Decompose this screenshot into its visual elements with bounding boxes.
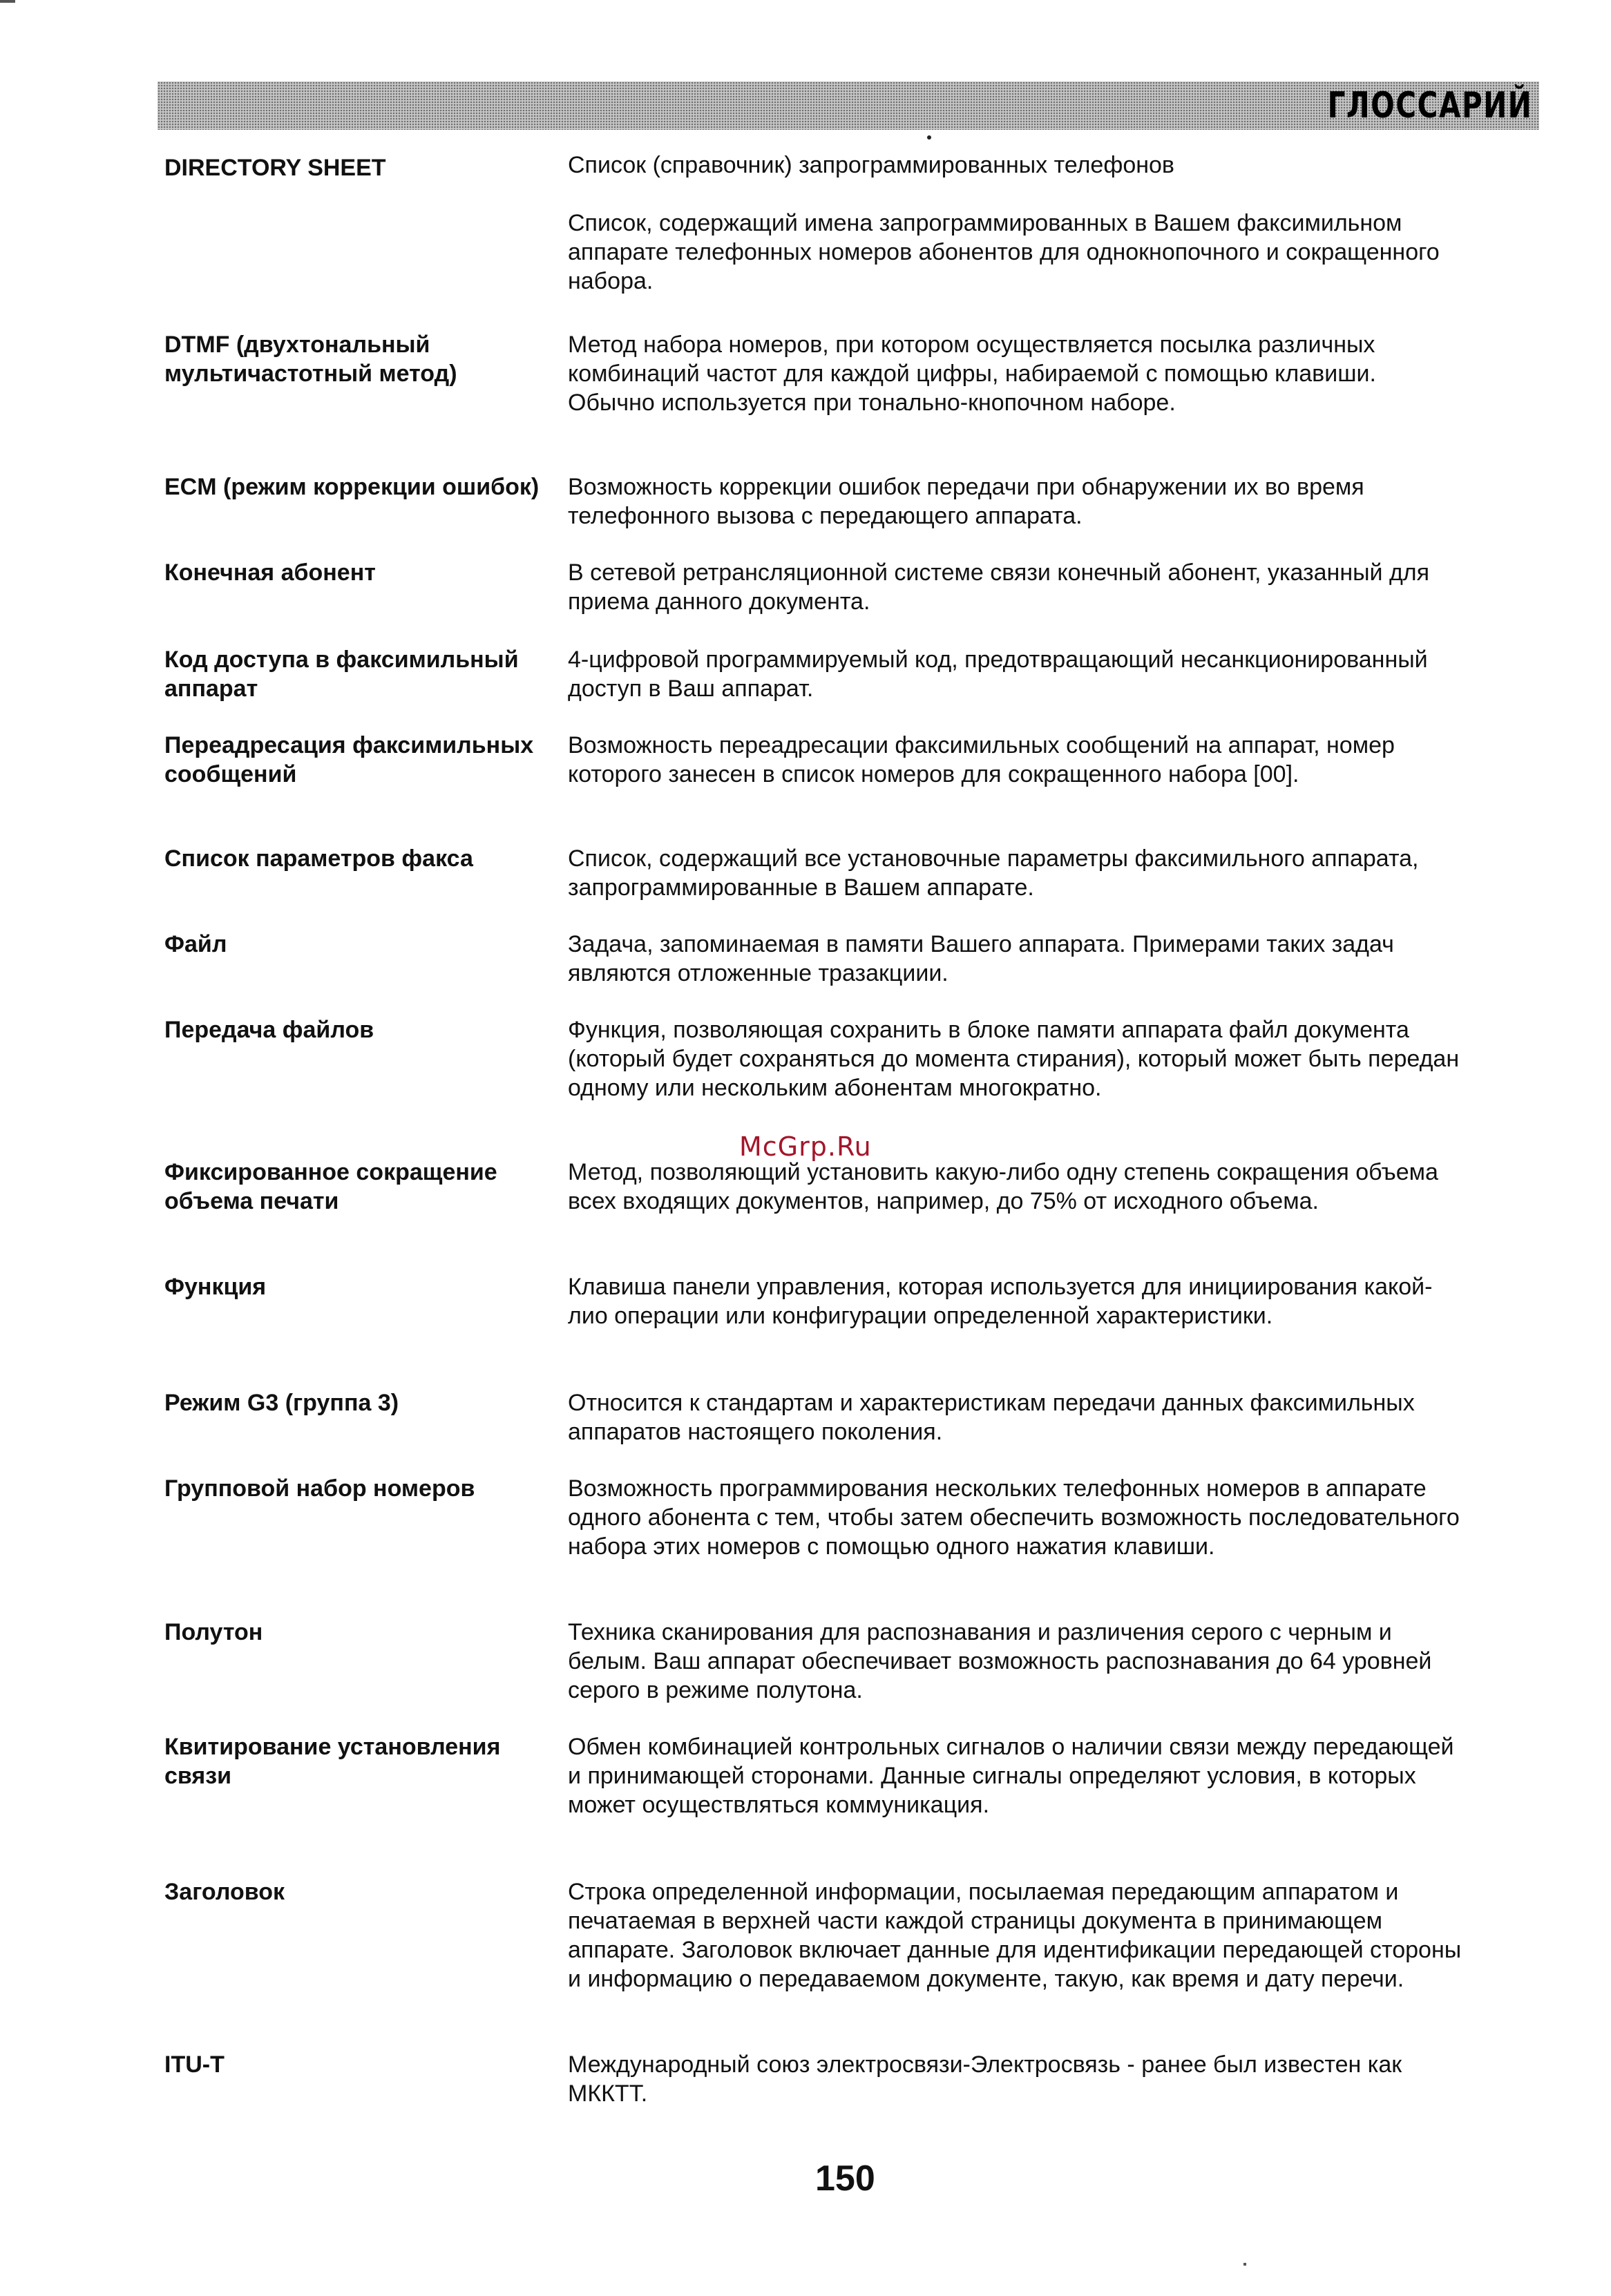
watermark: McGrp.Ru: [739, 1131, 872, 1162]
glossary-definition: В сетевой ретрансляционной системе связи конечный абонент, указанный для приема данного документа.: [568, 559, 1430, 615]
glossary-term: Код доступа в факсимильный аппарат: [164, 647, 519, 702]
glossary-term: DIRECTORY SHEET: [164, 155, 386, 181]
glossary-term: Список параметров факса: [164, 845, 473, 872]
glossary-term: DTMF (двухтональный мультичастотный метод): [164, 332, 457, 387]
glossary-definition: Клавиша панели управления, которая используется для инициирования какой-лио операции или конфигурации определенной характеристики.: [568, 1274, 1433, 1329]
glossary-term: Режим G3 (группа 3): [164, 1390, 399, 1416]
glossary-definition-extra: Список, содержащий имена запрограммированных в Вашем факсимильном аппарате телефонных номеров абонентов для однокнопочного и сокращенного набора.: [568, 210, 1440, 294]
section-title: ГЛОССАРИЙ: [1327, 85, 1532, 126]
glossary-term: ITU-T: [164, 2051, 225, 2078]
glossary-term: ECM (режим коррекции ошибок): [164, 474, 540, 500]
glossary-term: Конечная абонент: [164, 559, 376, 586]
glossary-definition: Задача, запоминаемая в памяти Вашего аппарата. Примерами таких задач являются отложенные тразакциии.: [568, 931, 1394, 986]
glossary-definition: Список (справочник) запрограммированных телефонов: [568, 152, 1174, 178]
scan-speck: [0, 0, 15, 3]
glossary-term: Передача файлов: [164, 1017, 374, 1043]
glossary-definition: Метод, позволяющий установить какую-либо одну степень сокращения объема всех входящих документов, например, до 75% от исходного объема.: [568, 1159, 1438, 1214]
glossary-definition: Возможность программирования нескольких телефонных номеров в аппарате одного абонента с тем, чтобы затем обеспечить возможность последовательного набора этих номеров с помощью одного нажатия клавиши.: [568, 1475, 1460, 1560]
glossary-definition: Функция, позволяющая сохранить в блоке памяти аппарата файл документа (который будет сохраняться до момента стирания), который может быть передан одному или нескольким абонентам многократно.: [568, 1017, 1460, 1101]
glossary-definition: Обмен комбинацией контрольных сигналов о наличии связи между передающей и принимающей сторонами. Данные сигналы определяют условия, в которых может осуществляться коммуникация.: [568, 1734, 1454, 1818]
glossary-term: Переадресация факсимильных сообщений: [164, 732, 534, 787]
glossary-term: Фиксированное сокращение объема печати: [164, 1159, 497, 1214]
glossary-definition: Метод набора номеров, при котором осуществляется посылка различных комбинаций частот для каждой цифры, набираемой с помощью клавиши. Обычно используется при тонально-кнопочном наборе.: [568, 332, 1376, 416]
page-number: 150: [815, 2159, 875, 2199]
glossary-definition: Относится к стандартам и характеристикам передачи данных факсимильных аппаратов настоящего поколения.: [568, 1390, 1415, 1445]
glossary-definition: Международный союз электросвязи-Электросвязь - ранее был известен как МККТТ.: [568, 2051, 1402, 2107]
glossary-definition: Список, содержащий все установочные параметры факсимильного аппарата, запрограммированные в Вашем аппарате.: [568, 845, 1419, 901]
header-dot: [927, 135, 931, 140]
glossary-definition: 4-цифровой программируемый код, предотвращающий несанкционированный доступ в Ваш аппарат.: [568, 647, 1428, 702]
glossary-definition: Строка определенной информации, посылаемая передающим аппаратом и печатаемая в верхней части каждой страницы документа в принимающем аппарате. Заголовок включает данные для идентификации передающей стороны и информацию о передаваемом документе, такую, как время и дату перечи.: [568, 1879, 1462, 1992]
glossary-definition: Возможность коррекции ошибок передачи при обнаружении их во время телефонного вызова с передающего аппарата.: [568, 474, 1364, 529]
glossary-term: Файл: [164, 931, 227, 957]
glossary-term: Квитирование установления связи: [164, 1734, 501, 1789]
glossary-term: Групповой набор номеров: [164, 1475, 475, 1502]
scan-speck: [1243, 2263, 1246, 2266]
header-band: [158, 82, 1539, 130]
glossary-term: Полутон: [164, 1619, 263, 1645]
glossary-term: Функция: [164, 1274, 267, 1300]
glossary-term: Заголовок: [164, 1879, 285, 1905]
glossary-definition: Возможность переадресации факсимильных сообщений на аппарат, номер которого занесен в список номеров для сокращенного набора [00].: [568, 732, 1395, 787]
glossary-definition: Техника сканирования для распознавания и различения серого с черным и белым. Ваш аппарат обеспечивает возможность распознавания до 64 уровней серого в режиме полутона.: [568, 1619, 1432, 1703]
